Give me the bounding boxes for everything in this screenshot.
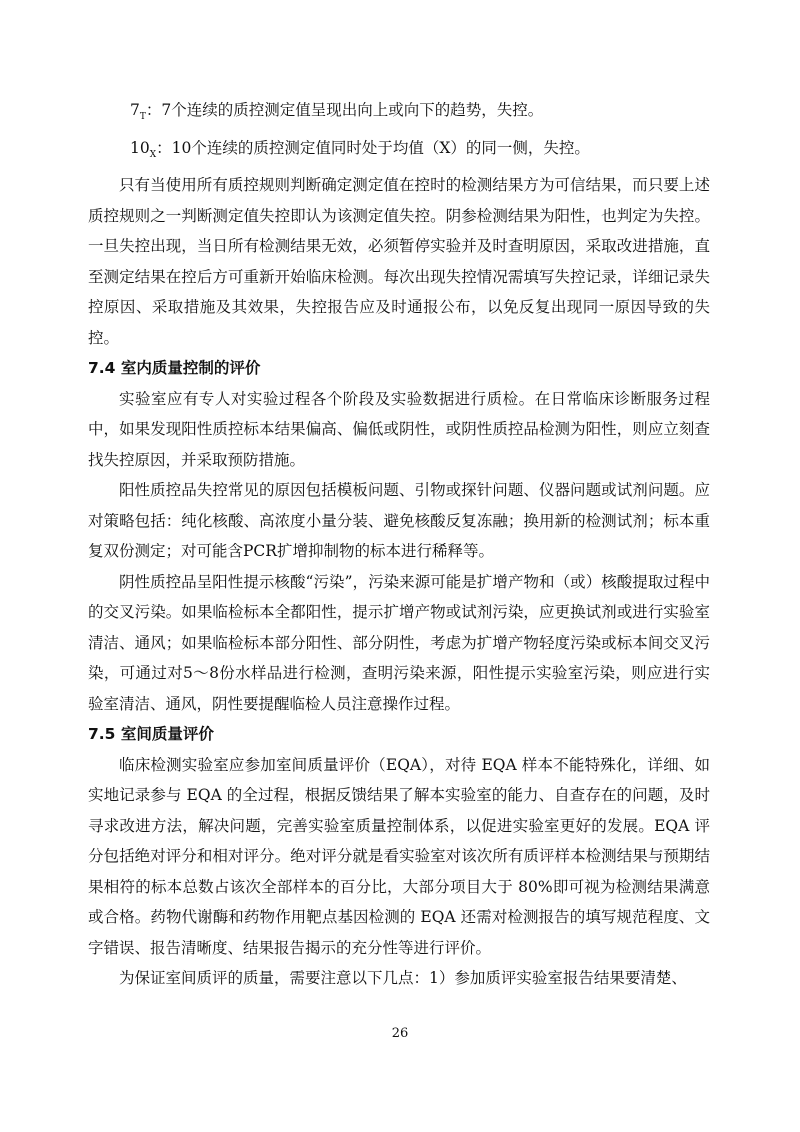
paragraph-7-4-2: 阳性质控品失控常见的原因包括模板问题、引物或探针问题、仪器问题或试剂问题。应对策略包括：纯化核酸、高浓度小量分装、避免核酸反复冻融；换用新的检测试剂；标本重复双份测定；对可能含PCR扩增抑制物的标本进行稀释等。 xyxy=(88,481,710,561)
page-content xyxy=(88,95,710,994)
qc-rule-7t: $7_T$：7个连续的质控测定值呈现出向上或向下的趋势，失控。 xyxy=(130,101,544,123)
page-number: 26 xyxy=(391,1026,409,1041)
paragraph-7-5-1: 临床检测实验室应参加室间质量评价（EQA），对待 EQA 样本不能特殊化，详细、如实地记录参与 EQA 的全过程，根据反馈结果了解本实验室的能力、自查存在的问题，及时寻求改进方法，解决问题，完善实验室质量控制体系，以促进实验室更好的发展。EQA 评分包括绝对评分和相对评分。绝对评分就是看实验室对该次所有质评样本检测结果与预期结果相符的标本总数占该次全部样本的百分比，大部分项目大于 80%即可视为检测结果满意或合格。药物代谢酶和药物作用靶点基因检测的 EQA 还需对检测报告的填写规范程度、文字错误、报告清晰度、结果报告揭示的充分性等进行评价。 xyxy=(88,755,710,957)
section-heading-7-5: 7.5 室间质量评价 xyxy=(88,725,214,744)
paragraph-qc-judgement: 只有当使用所有质控规则判断确定测定值在控时的检测结果方为可信结果，而只要上述质控规则之一判断测定值失控即认为该测定值失控。阴参检测结果为阳性，也判定为失控。一旦失控出现，当日所有检测结果无效，必须暂停实验并及时查明原因，采取改进措施，直至测定结果在控后方可重新开始临床检测。每次出现失控情况需填写失控记录，详细记录失控原因、采取措施及其效果，失控报告应及时通报公布，以免反复出现同一原因导致的失控。 xyxy=(88,176,710,347)
section-heading-7-4: 7.4 室内质量控制的评价 xyxy=(88,359,261,378)
paragraph-7-4-3: 阴性质控品呈阳性提示核酸“污染”，污染来源可能是扩增产物和（或）核酸提取过程中的交叉污染。如果临检标本全都阳性，提示扩增产物或试剂污染，应更换试剂或进行实验室清洁、通风；如果临检标本部分阳性、部分阴性，考虑为扩增产物轻度污染或标本间交叉污染，可通过对5～8份水样品进行检测，查明污染来源，阳性提示实验室污染，则应进行实验室清洁、通风，阴性要提醒临检人员注意操作过程。 xyxy=(88,572,710,713)
qc-rule-10x: $10_X$：10个连续的质控测定值同时处于均值（X）的同一侧，失控。 xyxy=(130,138,590,160)
paragraph-7-5-2: 为保证室间质评的质量，需要注意以下几点：1）参加质评实验室报告结果要清楚、 xyxy=(119,969,687,988)
paragraph-7-4-1: 实验室应有专人对实验过程各个阶段及实验数据进行质检。在日常临床诊断服务过程中，如果发现阳性质控标本结果偏高、偏低或阴性，或阴性质控品检测为阳性，则应立刻查找失控原因，并采取预防措施。 xyxy=(88,389,710,469)
